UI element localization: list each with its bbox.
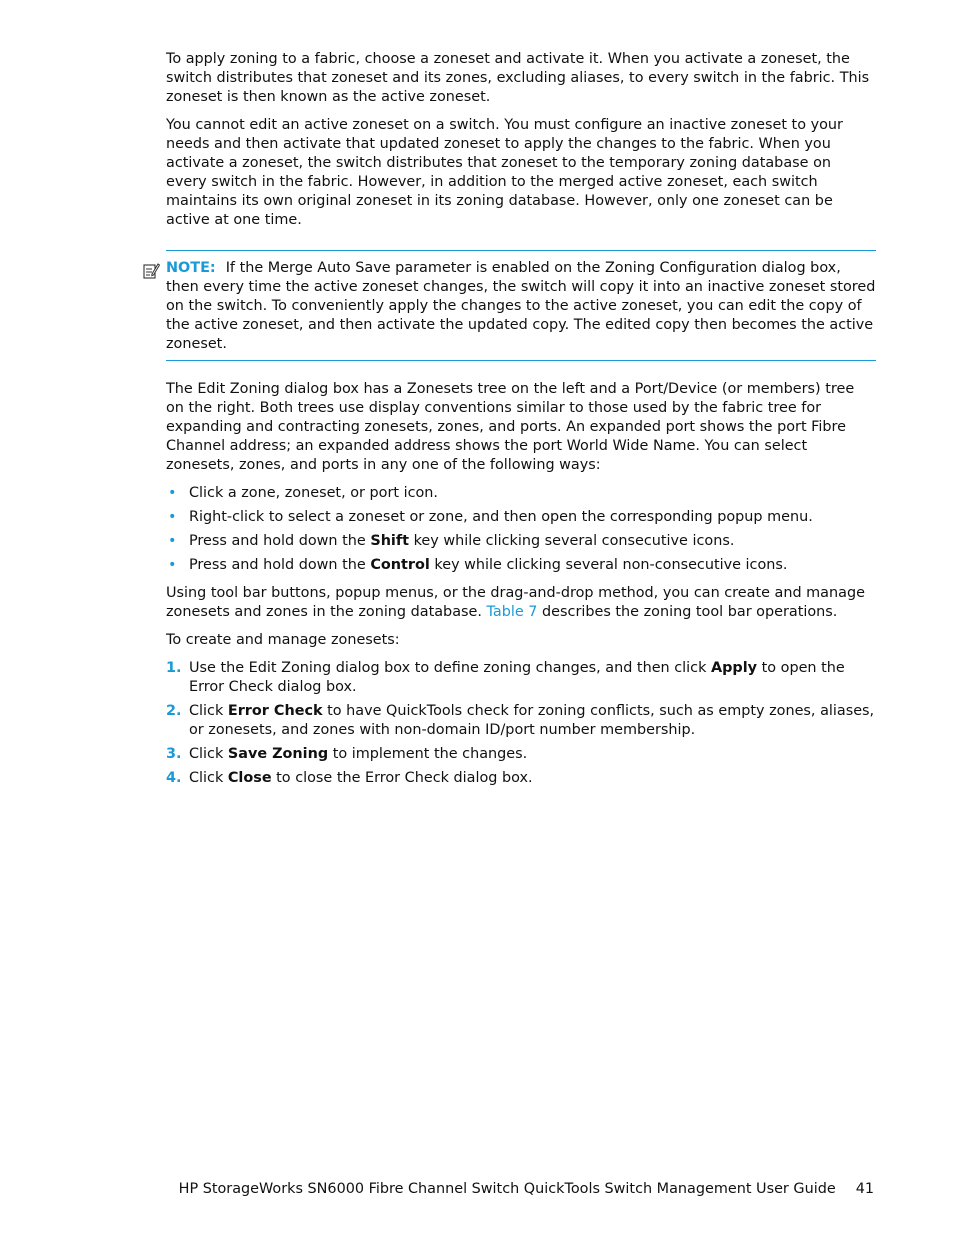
list-item-text: Press and hold down the [189, 557, 371, 573]
step-number: 1. [166, 660, 182, 676]
toolbar-paragraph [166, 584, 876, 622]
key-control: Control [370, 557, 430, 573]
step-text: Click [189, 770, 228, 786]
step-text: Use the Edit Zoning dialog box to define zoning changes, and then click [189, 660, 711, 676]
bullet-icon: • [168, 509, 177, 525]
save-zoning-label: Save Zoning [227, 746, 329, 762]
intro-paragraph-2: You cannot edit an active zoneset on a switch. You must configure an inactive zoneset to your needs and then activate that updated zoneset to apply the changes to the fabric. When you activate a zoneset, the switch distributes that zoneset to the temporary zoning database on every switch in the fabric. However, in addition to the merged active zoneset, each switch maintains its own original zoneset in its zoning database. However, only one zoneset can be active at one time. [166, 117, 843, 228]
bullet-icon: • [168, 557, 177, 573]
note-bottom-rule [166, 360, 876, 361]
toolbar-text-end: describes the zoning tool bar operations. [537, 604, 838, 620]
error-check-label: Error Check [227, 703, 323, 719]
key-shift: Shift [370, 533, 410, 549]
steps-list [166, 659, 876, 788]
list-item [166, 532, 876, 551]
bullet-icon: • [168, 533, 177, 549]
step-text: Click [189, 746, 228, 762]
page-footer [179, 1180, 874, 1199]
step-text: to have QuickTools check for zoning conflicts, such as empty zones, aliases, or zonesets, and zones with non-domain ID/port number membership. [189, 703, 875, 738]
step-item [166, 702, 876, 740]
step-number: 3. [166, 746, 182, 762]
bullet-icon: • [168, 485, 177, 501]
step-number: 2. [166, 703, 182, 719]
step-text: Click [189, 703, 228, 719]
page-content [166, 50, 876, 793]
list-item [166, 556, 876, 575]
list-item-text: Press and hold down the [189, 533, 371, 549]
note-label: NOTE: [166, 260, 216, 276]
list-item [166, 508, 876, 527]
footer-title: HP StorageWorks SN6000 Fibre Channel Switch QuickTools Switch Management User Guide [178, 1181, 836, 1197]
list-item-text: key while clicking several consecutive icons. [409, 533, 735, 549]
note-text: If the Merge Auto Save parameter is enabled on the Zoning Configuration dialog box, then every time the active zoneset changes, the switch will copy it into an inactive zoneset stored on the switch. To conveniently apply the changes to the active zoneset, you can edit the copy of the active zoneset, and then activate the updated copy. The edited copy then becomes the active zoneset. [166, 260, 876, 352]
page-number: 41 [855, 1181, 874, 1197]
step-text: to implement the changes. [328, 746, 528, 762]
intro-paragraph-1: To apply zoning to a fabric, choose a zoneset and activate it. When you activate a zoneset, the switch distributes that zoneset and its zones, excluding aliases, to every switch in the fabric. This zoneset is then known as the active zoneset. [166, 51, 870, 105]
step-text: to open the Error Check dialog box. [189, 660, 845, 695]
step-text: to close the Error Check dialog box. [271, 770, 533, 786]
step-number: 4. [166, 770, 182, 786]
table-7-link[interactable]: Table 7 [486, 604, 538, 620]
apply-label: Apply [710, 660, 758, 676]
list-item-text: Click a zone, zoneset, or port icon. [189, 485, 438, 501]
close-label: Close [227, 770, 272, 786]
note-icon [142, 262, 160, 280]
step-item [166, 745, 876, 764]
step-item [166, 659, 876, 697]
list-item [166, 484, 876, 503]
list-item-text: Right-click to select a zoneset or zone, and then open the corresponding popup menu. [189, 509, 813, 525]
toolbar-text: Using tool bar buttons, popup menus, or the drag-and-drop method, you can create and manage zonesets and zones in the zoning database. [166, 585, 865, 620]
edit-zoning-paragraph: The Edit Zoning dialog box has a Zonesets tree on the left and a Port/Device (or members) tree on the right. Both trees use display conventions similar to those used by the fabric tree for expanding and contracting zonesets, zones, and ports. An expanded port shows the port Fibre Channel address; an expanded address shows the port World Wide Name. You can select zonesets, zones, and ports in any one of the following ways: [166, 381, 855, 473]
step-item [166, 769, 876, 788]
note-box [166, 251, 876, 360]
selection-methods-list [166, 484, 876, 575]
steps-intro: To create and manage zonesets: [166, 632, 400, 648]
list-item-text: key while clicking several non-consecutive icons. [429, 557, 788, 573]
